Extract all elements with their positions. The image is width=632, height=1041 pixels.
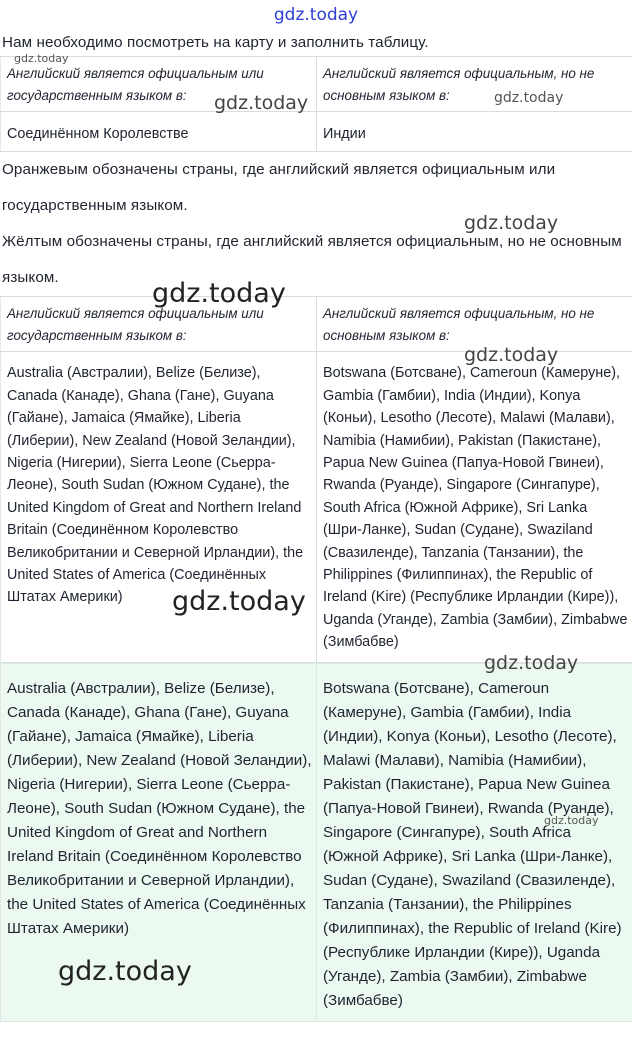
table2-head-right: Английский является официальным, но не основным языком в: (317, 297, 632, 352)
watermark: gdz.today (464, 212, 559, 234)
watermark: gdz.today (544, 814, 599, 827)
table1-body-right: Индии (317, 112, 632, 152)
table3-body-right: Botswana (Ботсване), Cameroun (Камеруне), Gambia (Гамбии), India (Индии), Konya (Коньи), Lesotho (Лесоте), Malawi (Малави), Namibia (Намибии), Pakistan (Пакистане), Papua New Guinea (Папуа-Новой Гвинеи), Rwanda (Руанде), Singapore (Сингапуре), South Africa (Южной Африке), Sri Lanka (Шри-Ланке), Sudan (Судане), Swaziland (Свазиленде), Tanzania (Танзании), the Philippines (Филиппинах), the Republic of Ireland (Kire) (Республике Ирландии (Кире)), Uganda (Уганде), Zambia (Замбии), Zimbabwe (Зимбабве) (317, 663, 632, 1021)
watermark: gdz.today (214, 92, 309, 114)
site-header-watermark: gdz.today (273, 5, 359, 25)
watermark: gdz.today (172, 586, 306, 617)
table2-head-left: Английский является официальным или государственным языком в: (1, 297, 317, 352)
answer-table-highlighted (0, 663, 632, 1022)
answer-table-short (0, 56, 632, 152)
table1-head-right: Английский является официальным, но не основным языком в: (317, 57, 632, 112)
table2-body-right: Botswana (Ботсване), Cameroun (Камеруне), Gambia (Гамбии), India (Индии), Konya (Коньи), Lesotho (Лесоте), Malawi (Малави), Namibia (Намибии), Pakistan (Пакистане), Papua New Guinea (Папуа-Новой Гвинеи), Rwanda (Руанде), Singapore (Сингапуре), South Africa (Южной Африке), Sri Lanka (Шри-Ланке), Sudan (Судане), Swaziland (Свазиленде), Tanzania (Танзании), the Philippines (Филиппинах), the Republic of Ireland (Kire) (Республике Ирландии (Кире)), Uganda (Уганде), Zambia (Замбии), Zimbabwe (Зимбабве) (317, 352, 632, 662)
table1-body-left: Соединённом Королевстве (1, 112, 317, 152)
orange-description: Оранжевым обозначены страны, где английский является официальным или государственным языком. (2, 161, 556, 215)
watermark: gdz.today (14, 52, 69, 65)
watermark: gdz.today (494, 90, 564, 106)
watermark: gdz.today (152, 278, 286, 309)
table3-body-left: Australia (Австралии), Belize (Белизе), Canada (Канаде), Ghana (Гане), Guyana (Гайане), Jamaica (Ямайке), Liberia (Либерии), New Zealand (Новой Зеландии), Nigeria (Нигерии), Sierra Leone (Сьерра-Леоне), South Sudan (Южном Судане), the United Kingdom of Great and Northern Ireland Britain (Соединённом Королевство Великобритании и Северной Ирландии), the United States of America (Соединённых Штатах Америки) (1, 663, 317, 1021)
yellow-description: Жёлтым обозначены страны, где английский является официальным, но не основным языком. (2, 233, 622, 287)
table2-body-left: Australia (Австралии), Belize (Белизе), Canada (Канаде), Ghana (Гане), Guyana (Гайане), Jamaica (Ямайке), Liberia (Либерии), New Zealand (Новой Зеландии), Nigeria (Нигерии), Sierra Leone (Сьерра-Леоне), South Sudan (Южном Судане), the United Kingdom of Great and Northern Ireland Britain (Соединённом Королевство Великобритании и Северной Ирландии), the United States of America (Соединённых Штатах Америки) (1, 352, 317, 662)
answer-table-full (0, 296, 632, 662)
watermark: gdz.today (464, 344, 559, 366)
watermark: gdz.today (58, 956, 192, 987)
intro-text: Нам необходимо посмотреть на карту и заполнить таблицу. (2, 34, 429, 51)
watermark: gdz.today (484, 652, 579, 674)
table1-head-left: Английский является официальным или государственным языком в: (1, 57, 317, 112)
